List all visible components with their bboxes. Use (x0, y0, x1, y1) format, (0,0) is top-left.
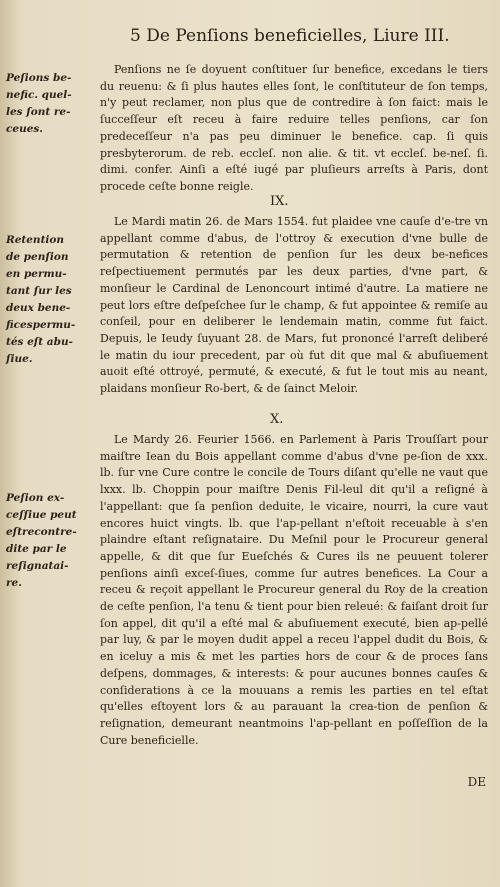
margin-note: re. (6, 577, 22, 589)
margin-note: tés eſt abu- (6, 336, 73, 348)
page-number: 5 (130, 26, 141, 46)
body-text-block-3 (100, 432, 488, 749)
margin-note: nefic. quel- (6, 89, 72, 101)
margin-note: Peſion ex- (6, 492, 65, 504)
running-title: De Penſions beneficielles, Liure III. (146, 26, 450, 46)
margin-note: dite par le (6, 543, 67, 555)
running-header (130, 26, 490, 46)
margin-note: de penſion (6, 251, 69, 263)
margin-note: Retention (6, 234, 65, 246)
section-heading: IX. (270, 194, 289, 209)
body-text-block-1 (100, 62, 488, 196)
margin-note: eſtrecontre- (6, 526, 77, 538)
section-heading: X. (270, 412, 284, 427)
margin-note: deux bene- (6, 302, 71, 314)
margin-note: Peſions be- (6, 72, 72, 84)
body-text-block-2 (100, 214, 488, 398)
margin-note: les ſont re- (6, 106, 71, 118)
margin-note: ficespermu- (6, 319, 76, 331)
margin-note: ceſſiue peut (6, 509, 77, 521)
paragraph: Le Mardy 26. Feurier 1566. en Parlement à Paris Trouſſart pour maiſtre Iean du Bois appellant comme d'abus d'vne pe-ſion de xxx. lb. ſur vne Cure contre le concile de Tours diſant qu'elle ne vaut que lxxx. lb. Choppin pour maiſtre Denis Fil-leul dit qu'il a reſigné à l'appellant: que ſa penſion deduite, le vicaire, nourri, la cure vaut encores huict vingts. lb. que l'ap-pellant n'eſtoit receuable à s'en plaindre eſtant reſignataire. Du Meſnil pour le Procureur general appelle, & dit que ſur Eueſchés & Cures ils ne peuuent tolerer penſions ainſi exceſ-ſiues, comme ſur autres benefices. La Cour a receu & reçoit appellant le Procureur general du Roy de la creation de ceſte penſion, l'a tenu & tient pour bien releué: & faiſant droit ſur ſon appel, dit qu'il a eſté mal & abuſiuement executé, bien ap-pellé par luy, & par le moyen dudit appel a receu l'appel dudit du Bois, & en iceluy a mis & met les parties hors de cour & de proces ſans deſpens, dommages, & interests: & pour aucunes bonnes cauſes & conſiderations à ce la mouuans a remis les parties en tel eſtat qu'elles eſtoyent lors & au parauant la crea-tion de penſion & reſignation, demeurant neantmoins l'ap-pellant en poſſeſſion de la Cure beneficielle. (100, 433, 488, 747)
catchword: DE (467, 775, 486, 789)
paragraph: Le Mardi matin 26. de Mars 1554. fut plaidee vne cauſe d'e-tre vn appellant comme d'abus, de l'ottroy & execution d'vne bulle de permutation & retention de penſion ſur les deux be-nefices reſpectiuement permutés par les deux parties, d'vne part, & monſieur le Cardinal de Lenoncourt intimé d'autre. La matiere ne peut lors eſtre deſpeſchee ſur le champ, & fut appointee & remiſe au conſeil, pour en deliberer le lendemain matin, comme fut faict. Depuis, le Ieudy ſuyuant 28. de Mars, fut prononcé l'arreſt deliberé le matin du iour precedent, par où fut dit que mal & abuſiuement auoit eſté ottroyé, permuté, & executé, & fut le tout mis au neant, plaidans monſieur Ro-bert, & de ſainct Meloir. (100, 215, 488, 396)
margin-notes (6, 70, 84, 592)
margin-note: tant ſur les (6, 285, 72, 297)
margin-note: ceues. (6, 123, 43, 135)
margin-note: ſiue. (6, 353, 33, 365)
paragraph: Penſions ne ſe doyuent conſtituer ſur benefice, excedans le tiers du reuenu: & ſi plus hautes elles ſont, le conſtituteur de ſon temps, n'y peut reclamer, non plus que de contredire à ſon faict: mais le ſucceſſeur eſt receu à faire reduire telles penſions, car ſon predeceſſeur n'a pas peu diminuer le benefice. cap. ſi quis presbyterorum. de reb. eccleſ. non alie. & tit. vt eccleſ. be-neſ. ſi. dimi. confer. Ainſi a eſté iugé par pluſieurs arreſts à Paris, dont procede ceſte bonne reigle. (100, 63, 488, 193)
margin-note: reſignatai- (6, 560, 69, 572)
margin-note: en permu- (6, 268, 67, 280)
